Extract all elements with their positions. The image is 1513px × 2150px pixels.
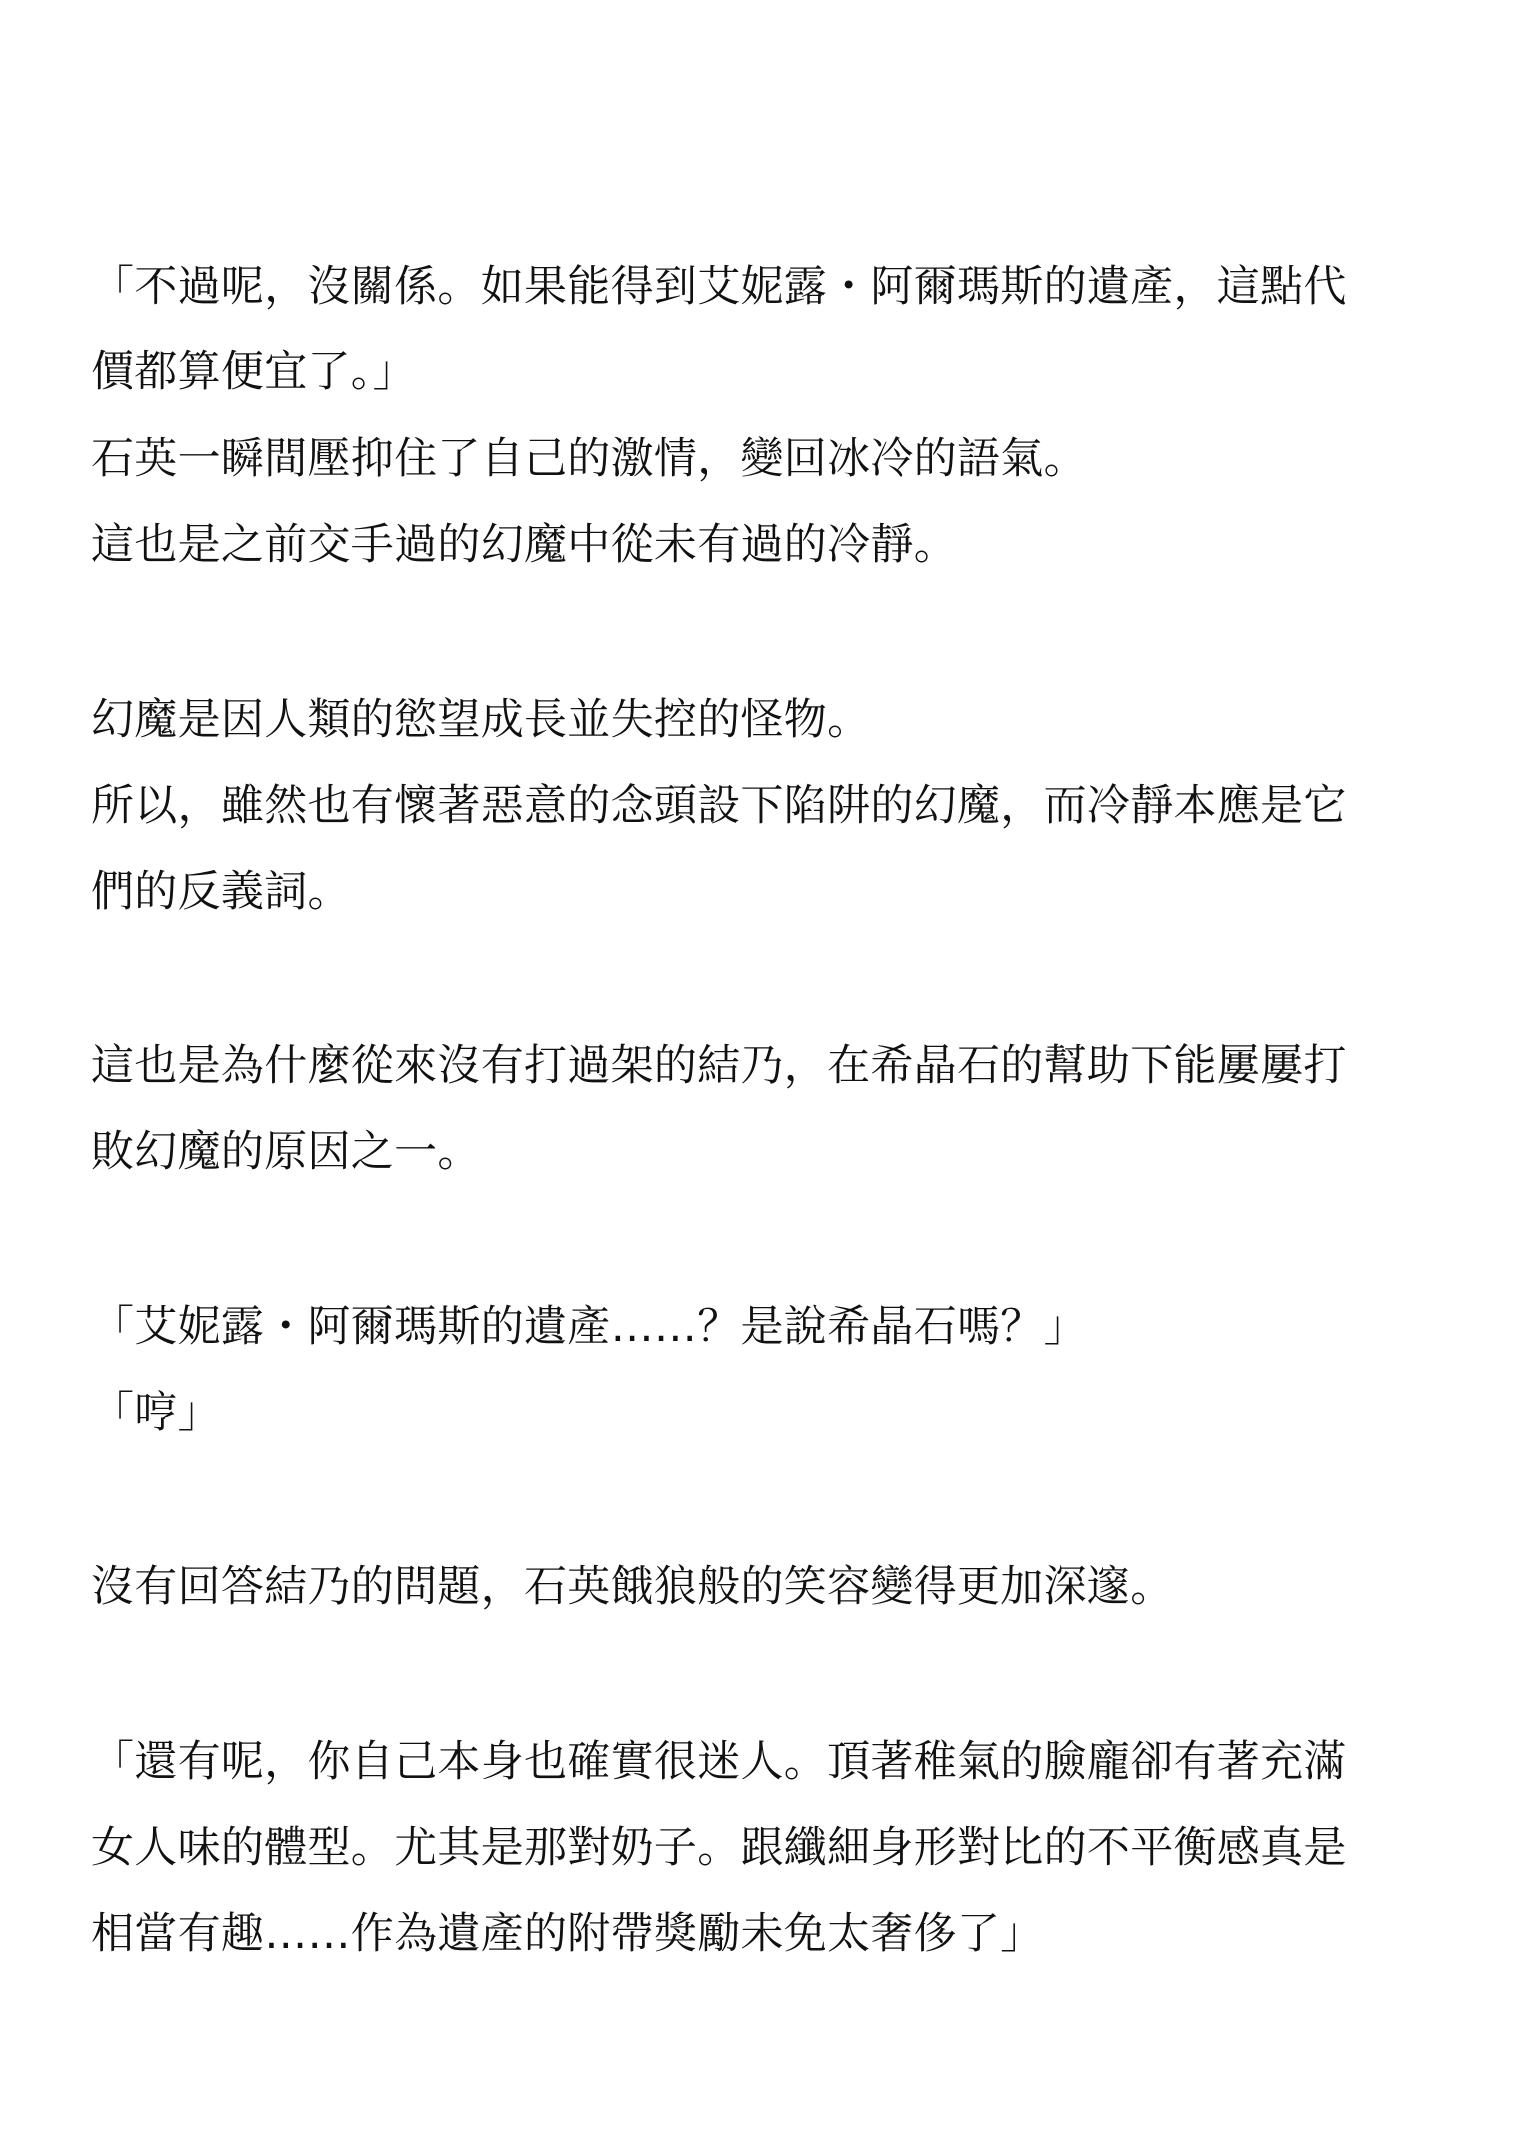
text-line: 相當有趣……作為遺產的附帶獎勵未免太奢侈了」 — [91, 1909, 1044, 1959]
text-line: 沒有回答結乃的問題，石英餓狼般的笑容變得更加深邃。 — [91, 1562, 1174, 1612]
text-line: 「艾妮露・阿爾瑪斯的遺產……？是說希晶石嗎？」 — [91, 1302, 1087, 1352]
text-line: 這也是之前交手過的幻魔中從未有過的冷靜。 — [91, 520, 957, 570]
text-line: 們的反義詞。 — [91, 867, 351, 917]
text-line: 「哼」 — [91, 1388, 221, 1438]
text-line: 石英一瞬間壓抑住了自己的激情，變回冰冷的語氣。 — [91, 434, 1087, 484]
text-line: 價都算便宜了。」 — [91, 347, 416, 397]
text-line: 幻魔是因人類的慾望成長並失控的怪物。 — [91, 695, 871, 745]
text-line: 女人味的體型。尤其是那對奶子。跟纖細身形對比的不平衡感真是 — [91, 1823, 1347, 1873]
text-line: 「還有呢，你自己本身也確實很迷人。頂著稚氣的臉龐卻有著充滿 — [91, 1737, 1347, 1787]
text-line: 所以，雖然也有懷著惡意的念頭設下陷阱的幻魔，而冷靜本應是它 — [91, 781, 1347, 831]
text-line: 敗幻魔的原因之一。 — [91, 1127, 481, 1177]
text-line: 這也是為什麼從來沒有打過架的結乃，在希晶石的幫助下能屢屢打 — [91, 1041, 1347, 1091]
text-line: 「不過呢，沒關係。如果能得到艾妮露・阿爾瑪斯的遺產，這點代 — [91, 262, 1347, 312]
